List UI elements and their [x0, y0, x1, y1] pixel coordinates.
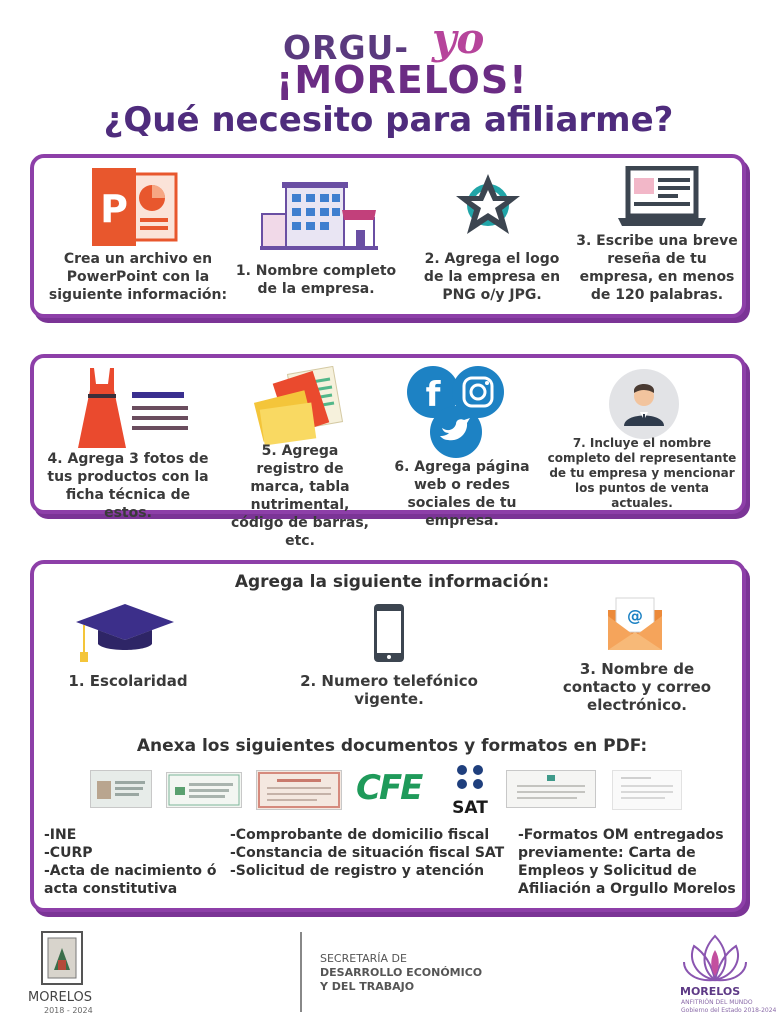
doc-om-forms-1: -Formatos OM entregados	[518, 827, 724, 843]
folders-icon	[252, 366, 348, 446]
info-phone: 2. Numero telefónico vigente.	[300, 672, 478, 708]
footer-morelos-brand: MORELOS	[680, 985, 741, 998]
doc-om-forms-4: Afiliación a Orgullo Morelos	[518, 881, 736, 897]
requirement-brand-register: 5. Agrega registro de marca, tabla nutrimental, código de barras, etc.	[230, 443, 370, 549]
requirement-company-logo: 2. Agrega el logo de la empresa en PNG o/y JPG.	[423, 251, 561, 303]
fiscal-certificate-thumbnail	[506, 770, 596, 808]
footer-secretaria-line2: DESARROLLO ECONÓMICO	[320, 966, 483, 979]
social-media-icons	[406, 362, 506, 458]
cfe-logo: CFE	[356, 768, 422, 808]
requirements-card-1	[30, 154, 746, 318]
ine-document-thumbnail	[90, 770, 152, 808]
footer-morelos-years: 2018 - 2024	[44, 1006, 93, 1015]
doc-ine: -INE	[44, 827, 77, 843]
doc-constitutive-act: acta constitutiva	[44, 881, 178, 897]
requirement-representative: 7. Incluye el nombre completo del representante de tu empresa y mencionar los puntos de venta actuales.	[547, 436, 737, 510]
footer-morelos-government: Gobierno del Estado 2018-2024	[681, 1007, 777, 1014]
footer-morelos-tagline: ANFITRIÓN DEL MUNDO	[681, 999, 753, 1006]
requirement-web-social: 6. Agrega página web o redes sociales de tu empresa.	[394, 459, 530, 529]
morelos-seal-icon	[40, 930, 84, 986]
curp-document-thumbnail	[166, 772, 242, 808]
requirement-company-name: 1. Nombre completo de la empresa.	[235, 263, 397, 297]
logo-yo-text: yo	[432, 14, 485, 63]
product-dress-icon	[74, 364, 194, 454]
footer-morelos-text: MORELOS	[28, 990, 92, 1005]
intro-text: Crea un archivo en PowerPoint con la siguiente información:	[48, 251, 228, 303]
footer-secretaria-line3: Y DEL TRABAJO	[320, 980, 415, 993]
additional-info-title: Agrega la siguiente información:	[234, 572, 550, 592]
footer-secretaria	[320, 952, 482, 994]
documents-title: Anexa los siguientes documentos y formatos en PDF:	[136, 736, 648, 756]
email-icon	[604, 594, 666, 654]
requirement-product-photos: 4. Agrega 3 fotos de tus productos con la ficha técnica de estos.	[47, 451, 209, 521]
documents-list-2	[230, 826, 504, 880]
morelos-lotus-icon	[682, 930, 748, 984]
doc-om-forms-2: previamente: Carta de	[518, 845, 696, 861]
logo-morelos-text: ¡MORELOS!	[276, 58, 528, 102]
logo-orgu-text: ORGU-	[283, 28, 410, 67]
requirement-company-review: 3. Escribe una breve reseña de tu empresa, en menos de 120 palabras.	[576, 233, 738, 303]
info-contact-email: 3. Nombre de contacto y correo electrónico.	[562, 660, 712, 714]
representative-avatar-icon	[608, 368, 680, 440]
logo-star-icon	[452, 172, 524, 238]
svg-text:@: @	[627, 606, 643, 625]
requirements-card-2	[30, 354, 746, 549]
svg-text:P: P	[100, 187, 128, 231]
om-forms-thumbnail	[612, 770, 682, 810]
sat-logo	[442, 764, 498, 816]
svg-text:f: f	[425, 375, 441, 415]
brand-logo	[0, 14, 777, 102]
doc-proof-address: -Comprobante de domicilio fiscal	[230, 827, 490, 843]
doc-curp: -CURP	[44, 845, 93, 861]
doc-fiscal-status: -Constancia de situación fiscal SAT	[230, 845, 505, 861]
laptop-icon	[618, 166, 706, 228]
documents-list-3	[518, 826, 736, 898]
documents-list-1	[44, 826, 217, 898]
info-schooling: 1. Escolaridad	[68, 672, 188, 690]
footer-secretaria-line1: SECRETARÍA DE	[320, 952, 407, 965]
sat-dots-icon	[442, 764, 498, 794]
additional-info-card	[30, 560, 746, 912]
graduation-cap-icon	[74, 600, 176, 666]
page-title: ¿Qué necesito para afiliarme?	[103, 100, 674, 140]
birth-certificate-thumbnail	[256, 770, 342, 810]
doc-registration-request: -Solicitud de registro y atención	[230, 863, 485, 879]
footer-divider	[300, 932, 302, 1012]
powerpoint-icon	[88, 164, 184, 250]
doc-om-forms-3: Empleos y Solicitud de	[518, 863, 697, 879]
doc-birth-certificate: -Acta de nacimiento ó	[44, 863, 217, 879]
phone-icon	[372, 602, 406, 664]
building-icon	[260, 180, 378, 252]
sat-logo-text: SAT	[452, 798, 488, 818]
